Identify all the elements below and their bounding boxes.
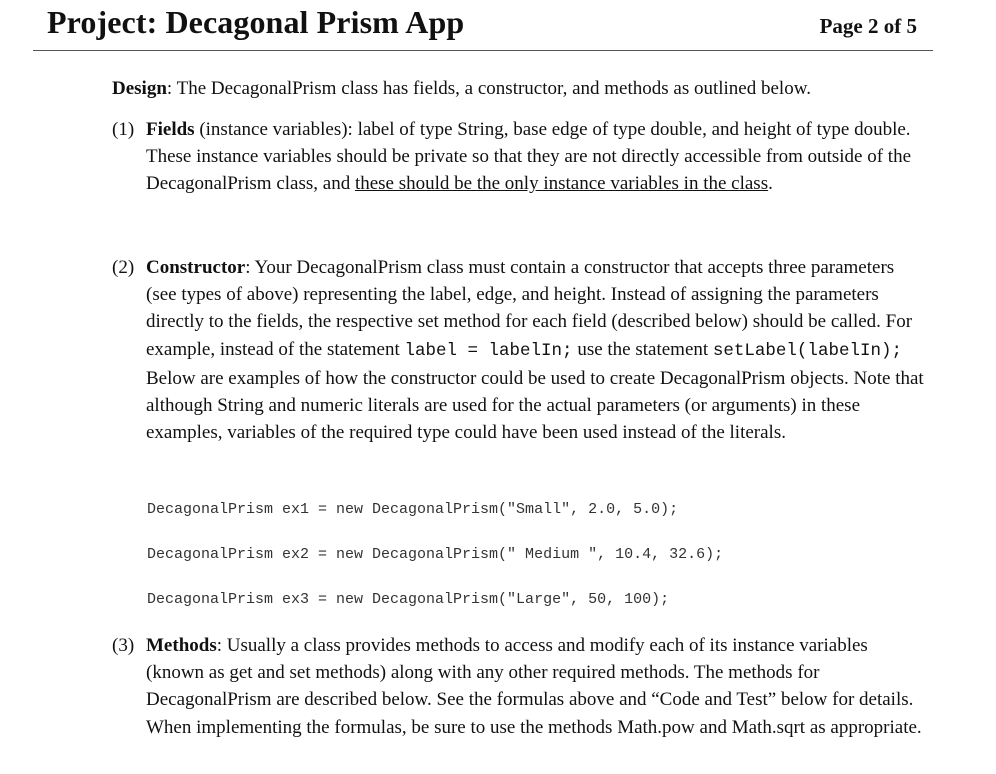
constructor-number: (2) <box>112 257 135 278</box>
constructor-label: Constructor <box>146 257 246 278</box>
inline-code-assignment: label = labelIn; <box>404 340 573 361</box>
inline-code-setlabel: setLabel(labelIn); <box>712 340 902 361</box>
page-header <box>33 0 933 51</box>
fields-label: Fields <box>146 119 195 140</box>
constructor-text <box>146 254 926 446</box>
fields-number: (1) <box>112 119 135 140</box>
fields-underlined-note: these should be the only instance variables in the class <box>354 173 769 195</box>
fields-end: . <box>768 173 773 195</box>
fields-text <box>146 116 926 198</box>
fields-description: (instance variables): label of type String, base edge of type double, and height of type double. These instance variables should be private so that they are not directly accessible from outside of the DecagonalPrism class, and <box>146 119 912 195</box>
code-example-2: DecagonalPrism ex2 = new DecagonalPrism(" Medium ", 10.4, 32.6); <box>147 546 724 563</box>
methods-description: : Usually a class provides methods to access and modify each of its instance variables (known as get and set methods) along with any other required methods. The methods for DecagonalPrism are described below. See the formulas above and “Code and Test” below for details. When implementing the formulas, be sure to use the methods Math.pow and Math.sqrt as appropriate. <box>146 635 922 738</box>
methods-section <box>112 632 932 741</box>
fields-section <box>112 116 932 198</box>
constructor-description-3: Below are examples of how the constructor could be used to create DecagonalPrism objects. Note that although String and numeric literals are used for the actual parameters (or arguments) in these examples, variables of the required type could have been used instead of the literals. <box>146 367 924 444</box>
constructor-section <box>112 254 932 446</box>
page-number: Page 2 of 5 <box>819 14 917 38</box>
methods-label: Methods <box>146 635 217 656</box>
code-example-3: DecagonalPrism ex3 = new DecagonalPrism("Large", 50, 100); <box>147 591 670 608</box>
design-label: Design <box>112 78 167 99</box>
document-title: Project: Decagonal Prism App <box>47 4 465 40</box>
design-intro <box>112 75 932 102</box>
methods-text <box>146 632 926 741</box>
methods-number: (3) <box>112 635 135 656</box>
design-text: : The DecagonalPrism class has fields, a constructor, and methods as outlined below. <box>166 78 811 99</box>
code-example-1: DecagonalPrism ex1 = new DecagonalPrism("Small", 2.0, 5.0); <box>147 501 679 518</box>
constructor-description-1: : Your DecagonalPrism class must contain a constructor that accepts three parameters (see types of above) representing the label, edge, and height. Instead of assigning the parameters directly to the fields, the respective set method for each field (described below) should be called. For example, instead of the statement <box>146 257 913 360</box>
constructor-description-2: use the statement <box>572 338 713 360</box>
